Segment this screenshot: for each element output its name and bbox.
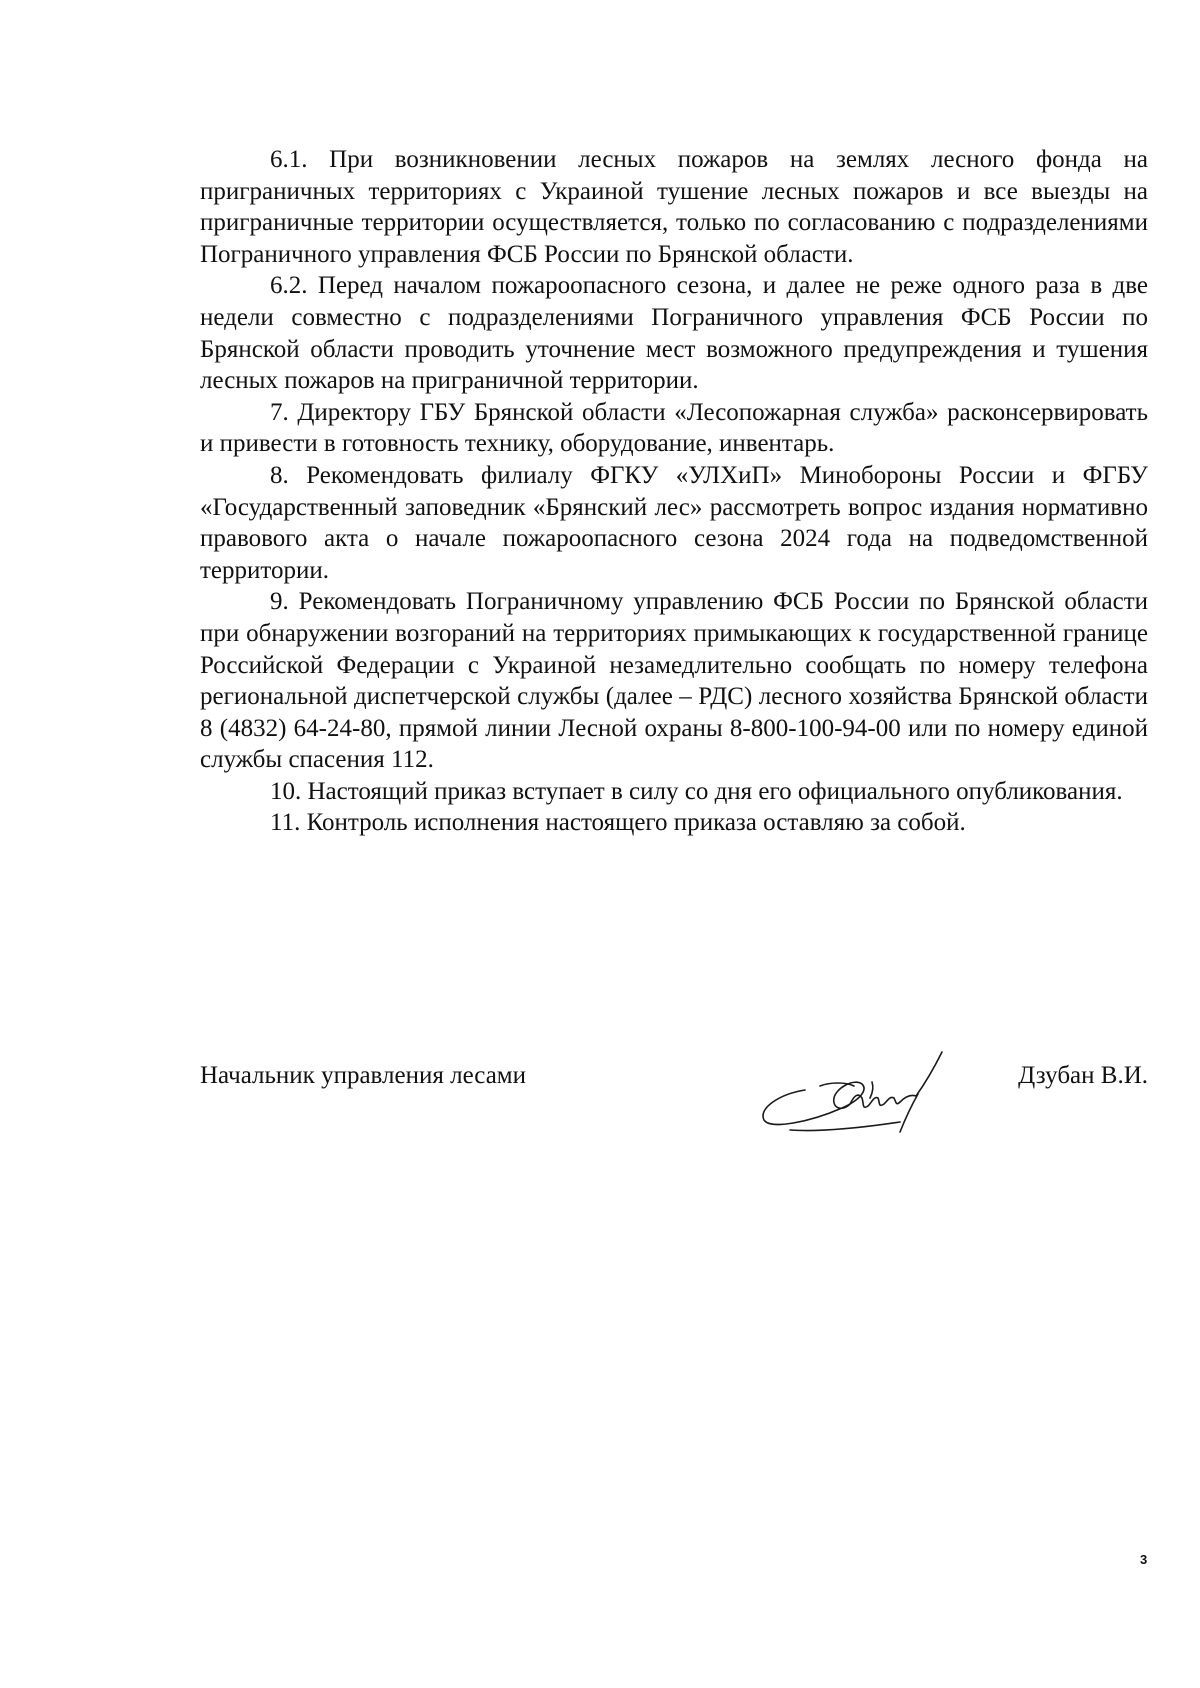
paragraph-9: 9. Рекомендовать Пограничному управлению ФСБ России по Брянской области при обнаружении возгораний на территориях примыкающих к государственной границе Российской Федерации с Украиной незамедлительно сообщать по номеру телефона региональной диспетчерской службы (далее – РДС) лесного хозяйства Брянской области 8 (4832) 64-24-80, прямой линии Лесной охраны 8-800-100-94-00 или по номеру единой службы спасения 112. [200,588,1148,774]
document-body [200,144,1148,839]
signatory-position: Начальник управления лесами [200,1062,526,1089]
handwritten-signature-icon [750,1042,950,1137]
paragraph-7: 7. Директору ГБУ Брянской области «Лесопожарная служба» расконсервировать и привести в готовность технику, оборудование, инвентарь. [200,398,1148,458]
page-number: 3 [1140,1552,1148,1567]
paragraph-11: 11. Контроль исполнения настоящего приказа оставляю за собой. [270,809,966,837]
paragraph-10: 10. Настоящий приказ вступает в силу со дня его официального опубликования. [270,777,1123,805]
paragraph-6-2: 6.2. Перед началом пожароопасного сезона, и далее не реже одного раза в две недели совместно с подразделениями Пограничного управления ФСБ России по Брянской области проводить уточнение мест возможного предупреждения и тушения лесных пожаров на приграничной территории. [200,272,1148,395]
signatory-name: Дзубан В.И. [1018,1062,1148,1089]
signature-block [200,1062,1148,1162]
paragraph-8: 8. Рекомендовать филиалу ФГКУ «УЛХиП» Минобороны России и ФГБУ «Государственный заповедник «Брянский лес» рассмотреть вопрос издания нормативно правового акта о начале пожароопасного сезона 2024 года на подведомственной территории. [200,461,1148,584]
paragraph-6-1: 6.1. При возникновении лесных пожаров на землях лесного фонда на приграничных территориях с Украиной тушение лесных пожаров и все выезды на приграничные территории осуществляется, только по согласованию с подразделениями Пограничного управления ФСБ России по Брянской области. [200,146,1148,268]
